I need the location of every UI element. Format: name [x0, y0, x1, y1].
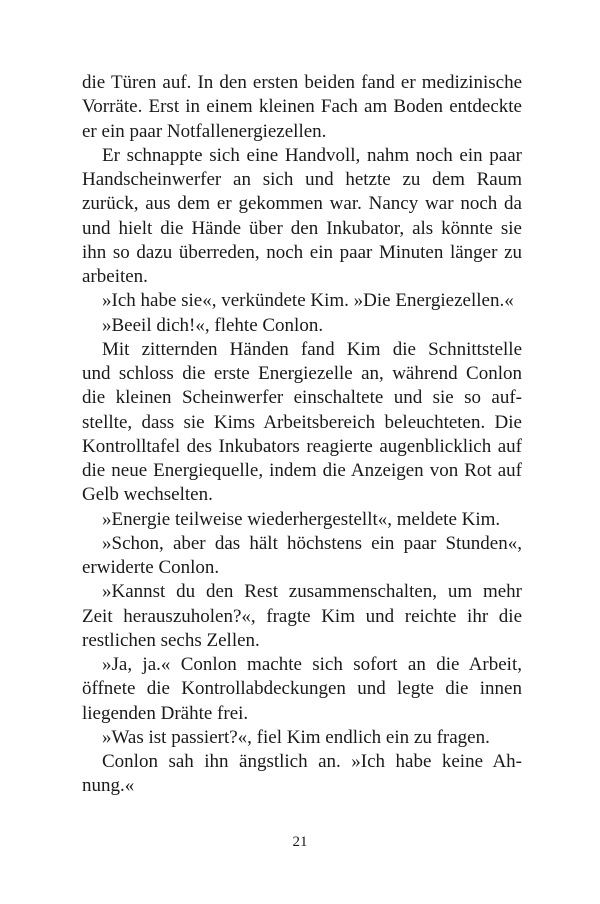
text-line: die kleinen Scheinwerfer einschaltete und sie so auf- [82, 387, 522, 409]
text-line: restlichen sechs Zellen. [82, 629, 260, 651]
text-line: Conlon sah ihn ängstlich an. »Ich habe keine Ah- [102, 751, 522, 772]
text-line: »Energie teilweise wiederhergestellt«, meldete Kim. [102, 508, 501, 530]
text-line: liegenden Drähte frei. [82, 702, 249, 724]
page-body-text [82, 71, 522, 799]
text-line: ihn so dazu überreden, noch ein paar Minuten länger zu [82, 241, 522, 263]
text-line: die neue Energiequelle, indem die Anzeigen von Rot auf [82, 460, 522, 481]
text-line: erwiderte Conlon. [82, 557, 220, 578]
text-line: zurück, aus dem er gekommen war. Nancy war noch da [82, 193, 522, 215]
text-line: »Was ist passiert?«, fiel Kim endlich ein zu fragen. [102, 726, 490, 748]
text-line: und schloss die erste Energiezelle an, während Conlon [82, 363, 522, 384]
text-line: stellte, dass sie Kims Arbeitsbereich beleuchteten. Die [82, 411, 522, 433]
text-line: arbeiten. [82, 266, 148, 287]
text-line: »Schon, aber das hält höchstens ein paar Stunden«, [102, 532, 522, 554]
text-line: und hielt die Hände über den Inkubator, als könnte sie [82, 217, 522, 239]
text-line: Er schnappte sich eine Handvoll, nahm noch ein paar [102, 144, 522, 166]
text-line: Mit zitternden Händen fand Kim die Schnittstelle [102, 338, 522, 360]
text-line: »Ja, ja.« Conlon machte sich sofort an die Arbeit, [102, 654, 522, 675]
text-line: »Beeil dich!«, flehte Conlon. [102, 314, 324, 336]
text-line: öffnete die Kontrollabdeckungen und legte die innen [82, 678, 522, 700]
text-line: Vorräte. Erst in einem kleinen Fach am Boden entdeckte [82, 96, 522, 118]
text-line: Gelb wechselten. [82, 484, 213, 506]
text-line: nung.« [82, 775, 135, 797]
text-line: »Kannst du den Rest zusammenschalten, um mehr [102, 581, 522, 603]
text-line: Handscheinwerfer an sich und hetzte zu dem Raum [82, 169, 522, 190]
page-number: 21 [292, 834, 308, 850]
text-line: er ein paar Notfallenergiezellen. [82, 120, 327, 142]
text-line: die Türen auf. In den ersten beiden fand er medizinische [82, 72, 522, 93]
text-line: »Ich habe sie«, verkündete Kim. »Die Energiezellen.« [102, 290, 514, 312]
text-line: Zeit herauszuholen?«, fragte Kim und reichte ihr die [82, 605, 522, 627]
text-line: Kontrolltafel des Inkubators reagierte augenblicklich auf [82, 435, 522, 457]
